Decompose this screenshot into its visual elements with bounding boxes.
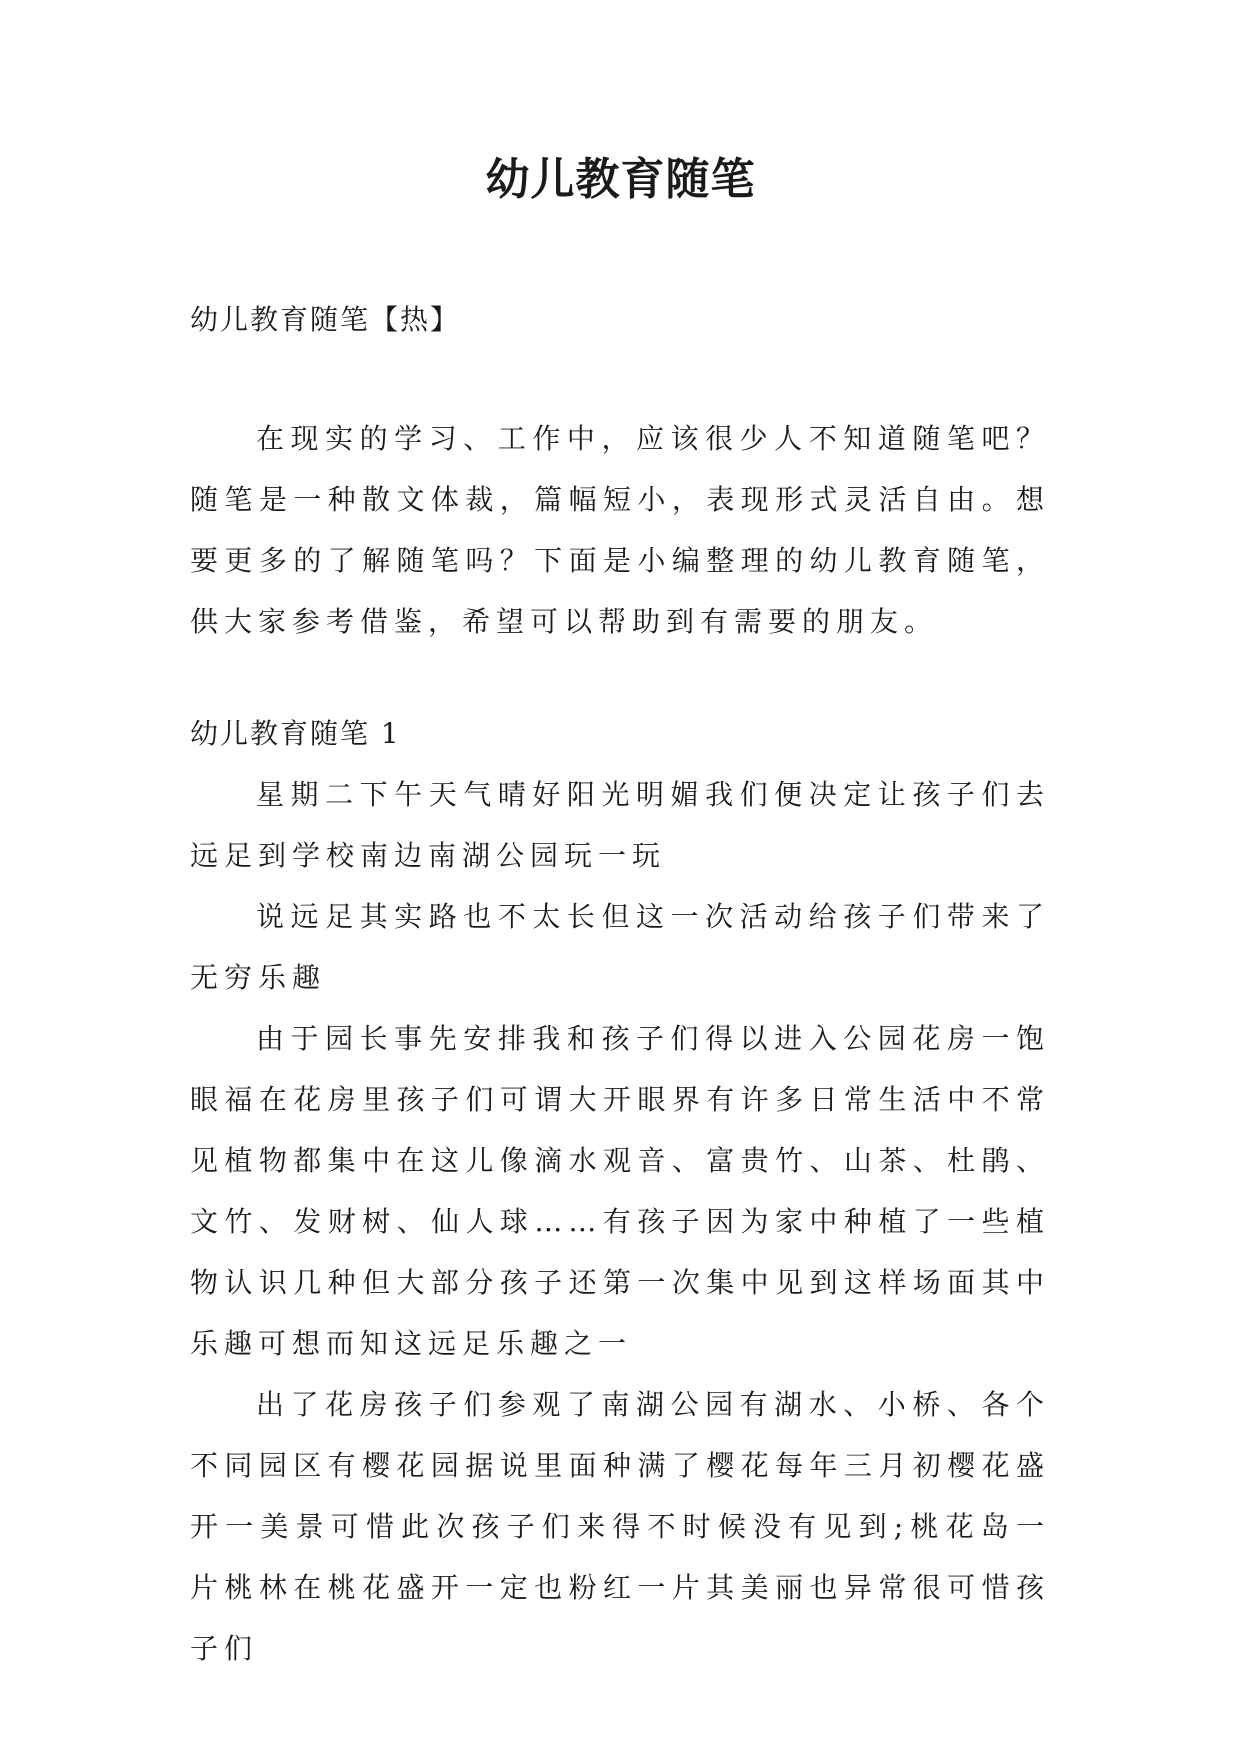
spacer — [190, 350, 1050, 408]
body-paragraph: 说远足其实路也不太长但这一次活动给孩子们带来了无穷乐趣 — [190, 900, 1050, 994]
body-paragraph: 由于园长事先安排我和孩子们得以进入公园花房一饱眼福在花房里孩子们可谓大开眼界有许多日常生活中不常见植物都集中在这儿像滴水观音、富贵竹、山茶、杜鹃、文竹、发财树、仙人球……有孩子因为家中种植了一些植物认识几种但大部分孩子还第一次集中见到这样场面其中乐趣可想而知这远足乐趣之一 — [190, 1022, 1050, 1360]
document-subtitle: 幼儿教育随笔【热】 — [190, 303, 461, 336]
body-paragraph: 星期二下午天气晴好阳光明媚我们便决定让孩子们去远足到学校南边南湖公园玩一玩 — [190, 778, 1050, 872]
section-heading: 幼儿教育随笔 1 — [190, 717, 401, 750]
body-paragraph: 出了花房孩子们参观了南湖公园有湖水、小桥、各个不同园区有樱花园据说里面种满了樱花每年三月初樱花盛开一美景可惜此次孩子们来得不时候没有见到;桃花岛一片桃林在桃花盛开一定也粉红一片其美丽也异常很可惜孩子们 — [190, 1388, 1050, 1665]
spacer — [190, 652, 1050, 704]
document-body — [190, 290, 1050, 1679]
document-title: 幼儿教育随笔 — [485, 154, 756, 205]
intro-paragraph: 在现实的学习、工作中，应该很少人不知道随笔吧？随笔是一种散文体裁，篇幅短小，表现形式灵活自由。想要更多的了解随笔吗？下面是小编整理的幼儿教育随笔，供大家参考借鉴，希望可以帮助到有需要的朋友。 — [190, 422, 1050, 638]
